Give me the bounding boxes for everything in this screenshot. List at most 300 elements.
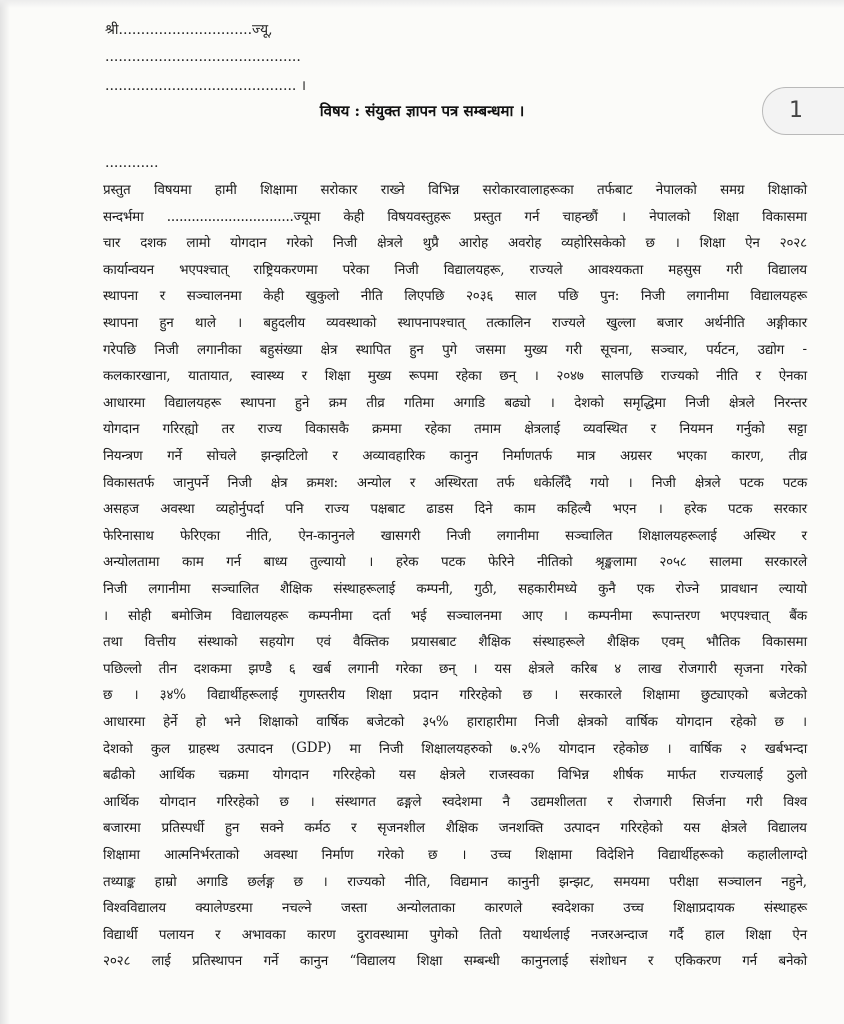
- body-word: ठुलो: [786, 767, 807, 784]
- body-word: योगदान: [272, 767, 309, 784]
- body-word: तथा: [103, 634, 123, 651]
- body-word: क्षेत्र: [270, 474, 288, 491]
- body-word: व्यहोर्नुपर्दा: [215, 501, 264, 518]
- body-word: (GDP): [291, 739, 332, 756]
- body-word: अभावका: [241, 926, 286, 943]
- body-word: शिक्षामा: [535, 847, 572, 863]
- body-line: [103, 256, 807, 282]
- body-word: परीक्षा: [669, 873, 699, 890]
- body-word: नहुने,: [781, 873, 807, 890]
- body-word: अवरोह: [507, 235, 542, 252]
- body-word: निर्माण: [321, 847, 354, 863]
- body-word: एकिकरण: [674, 953, 721, 970]
- body-word: चार: [103, 235, 121, 252]
- body-word: ।: [657, 501, 663, 518]
- body-word: बमोजिम: [171, 607, 212, 624]
- body-word: क्रम: [328, 394, 347, 411]
- body-word: २०५८: [659, 554, 687, 571]
- body-word: कर्मठ: [304, 820, 331, 837]
- body-word: निजी: [640, 288, 665, 305]
- body-word: स्थापनापश्चात्: [397, 315, 465, 331]
- body-word: क्षेत्र: [320, 341, 338, 358]
- body-word: योगदान: [558, 740, 595, 757]
- body-word: निजी: [379, 740, 404, 757]
- body-word: व्यवस्थित: [583, 421, 628, 438]
- body-word: ६: [288, 660, 296, 677]
- body-word: प्रस्तुत: [103, 182, 131, 198]
- body-word: तमाम: [474, 421, 501, 438]
- body-word: विभिन्न: [557, 767, 589, 784]
- body-word: ।: [133, 687, 139, 704]
- body-word: प्रावधान: [720, 581, 758, 597]
- body-word: खर्बभन्दा: [764, 740, 807, 757]
- body-word: पनि: [285, 501, 304, 518]
- body-word: शैक्षिक: [478, 634, 511, 651]
- body-word: चाहन्छौं: [562, 208, 598, 225]
- body-word: विकासमा: [762, 208, 807, 225]
- body-word: कानुन: [449, 448, 478, 464]
- body-word: देशको: [103, 740, 133, 757]
- body-word: नजरअन्दाज: [590, 926, 648, 943]
- body-word: योगदान: [230, 235, 267, 252]
- body-word: प्रतिस्थापन: [192, 953, 243, 970]
- body-word: सरोकारवालाहरूका: [482, 182, 574, 198]
- body-word: हुन: [409, 341, 424, 358]
- body-word: व्यहोरिसकेको: [561, 235, 626, 252]
- body-line: [103, 814, 807, 840]
- body-word: छ: [774, 714, 784, 730]
- page-number-badge[interactable]: [762, 87, 844, 135]
- body-word: गर्दै: [669, 926, 684, 943]
- body-word: शिक्षाको: [767, 182, 807, 198]
- body-word: स्थापना: [240, 394, 276, 411]
- body-word: निर्माणतर्फ: [502, 448, 553, 464]
- body-word: सृजनशील: [377, 820, 425, 837]
- body-word: ।: [553, 687, 559, 704]
- body-word: अन्योलताका: [396, 900, 456, 917]
- body-word: नियन्त्रण: [103, 448, 143, 464]
- body-word: कहिल्यै: [556, 501, 592, 518]
- body-word: क्षेत्रले: [728, 394, 755, 411]
- body-word: समग्र: [720, 182, 745, 198]
- body-word: लाई: [151, 953, 171, 970]
- body-word: र: [351, 820, 357, 837]
- body-word: कुल: [150, 740, 170, 757]
- body-line: [103, 282, 807, 308]
- body-word: क्षेत्रको: [577, 714, 608, 730]
- body-word: महसुस: [668, 261, 701, 278]
- body-word: क्षेत्रले: [376, 235, 403, 252]
- body-word: यस: [683, 820, 701, 837]
- body-word: देशको: [574, 394, 604, 411]
- body-word: ४: [614, 660, 622, 677]
- body-word: विद्यालयहरू: [750, 288, 807, 305]
- body-word: स्वदेशमा: [442, 793, 482, 810]
- body-word: ।: [621, 208, 626, 225]
- body-word: व्यवस्थाको: [326, 315, 377, 331]
- body-word: लाख: [638, 660, 662, 677]
- body-word: सोचले: [206, 448, 237, 464]
- body-word: राख्ने: [380, 182, 405, 198]
- body-word: भएन: [612, 501, 637, 518]
- body-word: गुठी,: [474, 581, 497, 597]
- body-word: तीन: [158, 660, 177, 677]
- body-word: कानुनलाई: [521, 953, 569, 970]
- body-word: उच्च: [623, 900, 644, 917]
- body-word: शिक्षामा: [103, 847, 140, 863]
- body-word: ढङ्गले: [396, 793, 422, 810]
- body-word: शिक्षालयहरुको: [421, 740, 492, 757]
- body-word: राज्य: [257, 421, 282, 438]
- body-word: सञ्चालन: [718, 873, 762, 890]
- page-top-shade: [0, 0, 844, 8]
- body-word: धकेलिँदै: [533, 474, 572, 491]
- body-word: गर्ने: [167, 448, 182, 464]
- body-word: चक्रमा: [218, 767, 249, 784]
- body-word: सालपछि: [601, 368, 643, 385]
- body-word: छ: [293, 873, 303, 890]
- body-word: अस्थिरता: [434, 474, 478, 491]
- body-line: [103, 176, 807, 202]
- body-word: सञ्चालित: [565, 527, 613, 544]
- body-word: सक्ने: [260, 820, 284, 837]
- body-word: आधारमा: [103, 714, 145, 730]
- body-word: ।: [368, 554, 374, 571]
- body-word: नीति: [360, 288, 383, 305]
- body-line: [103, 947, 807, 973]
- body-word: झन्झटिलो: [260, 448, 308, 464]
- body-word: हरेक: [684, 501, 707, 518]
- body-word: शिक्षा: [324, 368, 351, 385]
- body-word: गर्नुको: [736, 421, 765, 438]
- body-word: योगदान: [159, 793, 196, 810]
- body-word: मा: [349, 740, 361, 757]
- body-word: अन्योलतामा: [103, 554, 160, 571]
- body-word: करिब: [570, 660, 598, 677]
- body-word: तर: [221, 421, 235, 438]
- body-word: पलायन: [158, 926, 194, 943]
- body-word: अव्यावहारिक: [362, 448, 425, 464]
- body-word: निजी: [651, 474, 676, 491]
- body-word: तथ्याङ्क: [103, 873, 135, 890]
- body-word: प्रदान: [412, 687, 439, 704]
- body-word: सञ्चालित: [211, 581, 259, 597]
- body-word: काम: [513, 501, 536, 518]
- body-word: दशकमा: [193, 660, 232, 677]
- body-word: छ: [103, 687, 113, 704]
- body-word: गर्न: [524, 208, 540, 225]
- body-word: खुल्ला: [606, 315, 636, 331]
- body-word: पर्यटन,: [706, 341, 740, 358]
- body-word: बनेको: [778, 953, 807, 970]
- body-word: आर्थिक: [159, 767, 195, 784]
- body-word: रहेकोछ: [613, 740, 649, 757]
- body-word: गर्ने: [263, 953, 279, 970]
- body-word: पछिल्लो: [103, 660, 142, 677]
- body-word: वार्षिक: [625, 714, 658, 730]
- body-word: सरकार: [773, 501, 807, 518]
- body-word: रहेका: [424, 421, 451, 438]
- body-word: अवस्था: [263, 847, 298, 863]
- body-word: गरेको: [286, 235, 313, 252]
- body-word: ऐन-कानुनले: [298, 527, 355, 544]
- page-edge-shadow: [0, 0, 10, 1024]
- body-word: विद्यालय: [767, 820, 807, 837]
- body-word: ।: [674, 235, 680, 252]
- body-word: दर्ता: [372, 607, 391, 624]
- body-word: छुट्याएको: [700, 687, 749, 704]
- body-word: झन्झट,: [559, 873, 594, 890]
- body-word: नेपालको: [655, 182, 697, 198]
- body-word: शिक्षाको: [258, 714, 299, 730]
- body-word: जसमा: [475, 341, 506, 358]
- body-word: परेका: [342, 261, 370, 278]
- body-word: क्षेत्रले: [721, 820, 747, 837]
- body-word: लगानीका: [197, 341, 242, 358]
- body-word: निजी: [103, 581, 128, 597]
- body-word: पुगेको: [429, 926, 458, 943]
- body-word: स्थापित: [355, 341, 391, 358]
- body-word: बजेटको: [769, 687, 807, 704]
- body-word: कलकारखाना,: [103, 368, 171, 385]
- body-word: एक: [636, 581, 655, 597]
- body-word: बैंक: [789, 607, 807, 624]
- body-word: विद्यालय: [767, 261, 807, 278]
- body-word: ।: [322, 873, 328, 890]
- body-word: नेपालको: [649, 208, 691, 225]
- body-word: मुख्य: [367, 368, 392, 385]
- body-word: भने: [224, 714, 241, 730]
- body-word: छन्: [438, 660, 456, 677]
- body-word: खुकुलो: [305, 288, 340, 305]
- body-word: र: [801, 527, 807, 544]
- body-word: नियमन: [679, 421, 713, 438]
- body-word: लगानीमा: [148, 581, 191, 597]
- body-word: हाम्रो: [154, 873, 177, 890]
- body-word: शैक्षिक: [279, 581, 313, 597]
- body-word: गरेको: [377, 847, 404, 863]
- body-word: २०२८: [103, 953, 131, 970]
- body-word: बाध्य: [263, 554, 288, 571]
- address-line-2: ............................................: [105, 49, 301, 65]
- body-line: [103, 921, 807, 947]
- body-word: स्वास्थ्य: [250, 368, 284, 385]
- body-word: संस्थाहरूलाई: [333, 581, 396, 597]
- body-word: लगानीमा: [496, 527, 539, 544]
- body-line: [103, 735, 807, 761]
- body-word: विकासमा: [762, 634, 807, 651]
- body-word: सालमा: [709, 554, 743, 571]
- body-word: र: [755, 368, 761, 385]
- body-word: संशोधन: [589, 953, 627, 970]
- body-word: शिक्षा: [745, 926, 772, 943]
- body-word: बजार: [656, 315, 683, 331]
- body-word: विश्व: [783, 793, 807, 810]
- body-word: स्वदेशका: [551, 900, 594, 917]
- body-word: संस्थागत: [335, 793, 376, 810]
- body-word: हरेक: [395, 554, 419, 571]
- body-word: “विद्यालय: [349, 953, 396, 970]
- body-word: आधारमा: [103, 394, 145, 411]
- body-word: विद्यार्थी: [103, 926, 138, 943]
- body-word: ३५%: [422, 714, 449, 730]
- body-line: [103, 681, 807, 707]
- body-word: यस: [398, 767, 416, 784]
- body-word: क्रमश:: [306, 474, 338, 491]
- body-word: थाले: [194, 315, 216, 331]
- body-word: राज्यको: [660, 368, 699, 385]
- body-line: [103, 522, 807, 548]
- body-word: निजी: [534, 714, 559, 730]
- body-word: राज्यलाई: [720, 767, 763, 784]
- body-word: आवश्यकता: [587, 261, 644, 278]
- body-word: क्रममा: [372, 421, 402, 438]
- body-word: जस्ता: [341, 900, 367, 917]
- body-word: कम्पनीमा: [308, 607, 353, 624]
- body-line: [103, 203, 807, 229]
- body-word: विकासतर्फ: [103, 474, 155, 491]
- body-word: भएका: [676, 448, 707, 464]
- body-word: हुन: [224, 820, 240, 837]
- body-word: वित्तीय: [144, 634, 176, 651]
- body-word: झण्डै: [248, 660, 272, 677]
- body-word: काम: [182, 554, 204, 571]
- body-word: सञ्चालनमा: [446, 607, 502, 624]
- body-word: सट्टा: [788, 421, 807, 438]
- body-word: समृद्धिमा: [623, 394, 666, 411]
- body-word: विश्वविद्यालय: [103, 900, 166, 917]
- body-word: पछि: [558, 288, 579, 305]
- body-word: कुनै: [598, 581, 616, 597]
- body-word: प्रस्तुत: [473, 208, 502, 225]
- body-word: सञ्चार,: [651, 341, 688, 358]
- body-word: ऐनका: [778, 368, 807, 385]
- body-line: [103, 229, 807, 255]
- body-word: यथार्थलाई: [522, 926, 570, 943]
- body-word: कार्यान्वयन: [103, 261, 154, 278]
- body-word: विद्यालयहरू: [164, 394, 221, 411]
- body-word: अगाडि: [196, 873, 228, 890]
- body-word: कहालीलाग्दो: [747, 847, 807, 863]
- body-word: गतिमा: [404, 394, 434, 411]
- body-word: बढीको: [103, 767, 136, 784]
- body-word: अग्रसर: [619, 448, 652, 464]
- body-word: र: [607, 793, 613, 810]
- body-word: हेर्ने: [163, 714, 178, 730]
- body-word: सहकारीमध्ये: [518, 581, 577, 597]
- body-word: ७.२%: [510, 740, 541, 757]
- body-word: नै: [502, 793, 510, 810]
- body-word: सूचना,: [600, 341, 633, 358]
- body-word: र: [409, 474, 416, 491]
- salutation: ............: [105, 155, 159, 171]
- subject-heading: विषय : संयुक्त ज्ञापन पत्र सम्बन्धमा ।: [319, 102, 525, 120]
- body-word: तत्कालिन: [486, 315, 531, 331]
- body-word: छर्लङ्ग: [247, 873, 274, 890]
- body-line: [103, 469, 807, 495]
- body-word: बजेटको: [366, 714, 405, 730]
- body-word: सरकारले: [764, 554, 807, 571]
- body-word: आत्मनिर्भरताको: [163, 847, 240, 863]
- body-word: शैक्षिक: [445, 820, 478, 837]
- body-word: र: [650, 421, 656, 438]
- body-word: लिएपछि: [404, 288, 445, 305]
- body-word: हाल: [704, 926, 725, 943]
- address-line-1: श्री..............................ज्यू,: [105, 22, 273, 38]
- body-word: ग्राहस्थ: [188, 740, 220, 757]
- body-word: योगदान: [675, 714, 713, 730]
- body-word: क्षेत्रले: [694, 474, 721, 491]
- body-word: भई: [410, 607, 427, 624]
- body-word: पुन:: [600, 288, 620, 305]
- body-word: रूपान्तरण: [652, 607, 700, 624]
- body-word: कानुनी: [507, 873, 540, 890]
- body-word: तितो: [479, 926, 502, 943]
- body-word: पटक: [782, 474, 807, 491]
- body-word: फेरिने: [487, 554, 515, 571]
- body-word: हामी: [214, 182, 237, 198]
- body-word: फेरिनासाथ: [103, 527, 154, 544]
- body-word: सोही: [128, 607, 152, 624]
- body-word: निजी: [332, 235, 357, 252]
- body-word: अङ्गीकार: [765, 315, 807, 331]
- body-word: कारण,: [731, 448, 764, 464]
- body-word: २: [739, 740, 747, 757]
- body-word: रूपमा: [408, 368, 438, 385]
- body-word: थुप्रै: [422, 235, 439, 252]
- body-word: बढ्यो: [504, 394, 531, 411]
- body-word: खर्ब: [312, 660, 331, 677]
- body-word: २०३६: [465, 288, 494, 305]
- body-line: [103, 894, 807, 920]
- body-word: ल्यायो: [778, 581, 807, 597]
- body-word: सहयोग: [259, 634, 294, 651]
- body-word: ३४%: [159, 687, 186, 704]
- body-word: लगानीमा: [686, 288, 729, 305]
- body-word: एवं: [316, 634, 331, 651]
- body-word: विषयवस्तुहरू: [387, 208, 451, 225]
- body-word: पटक: [728, 501, 753, 518]
- body-word: गर्न: [742, 953, 757, 970]
- body-word: आर्थिक: [103, 793, 139, 810]
- body-word: विकासकै: [305, 421, 349, 438]
- body-word: प्रतिस्पर्धी: [161, 820, 205, 837]
- body-word: रहेका: [455, 368, 482, 385]
- body-word: हाराहारीमा: [466, 714, 517, 730]
- body-word: सृजना: [733, 660, 764, 677]
- body-word: विद्यार्थीहरूलाई: [207, 687, 278, 704]
- body-word: -: [802, 340, 807, 357]
- body-word: र: [159, 288, 166, 305]
- body-word: वार्षिक: [689, 740, 722, 757]
- body-word: अर्थनीति: [704, 315, 745, 331]
- body-word: गरेका: [395, 660, 422, 677]
- body-word: गुणस्तरीय: [299, 687, 345, 704]
- body-word: तुल्यायो: [309, 554, 346, 571]
- body-word: विभिन्न: [428, 182, 460, 198]
- body-word: यस: [494, 660, 512, 677]
- body-line: [103, 362, 807, 388]
- body-line: [103, 548, 807, 574]
- body-line: [103, 495, 807, 521]
- body-word: र: [301, 368, 307, 385]
- body-word: कानुन: [299, 953, 329, 970]
- body-word: केही: [343, 208, 365, 225]
- body-word: कारणले: [484, 900, 523, 917]
- body-word: छ: [279, 793, 289, 810]
- body-word: निजी: [685, 394, 710, 411]
- body-word: ।: [533, 368, 539, 385]
